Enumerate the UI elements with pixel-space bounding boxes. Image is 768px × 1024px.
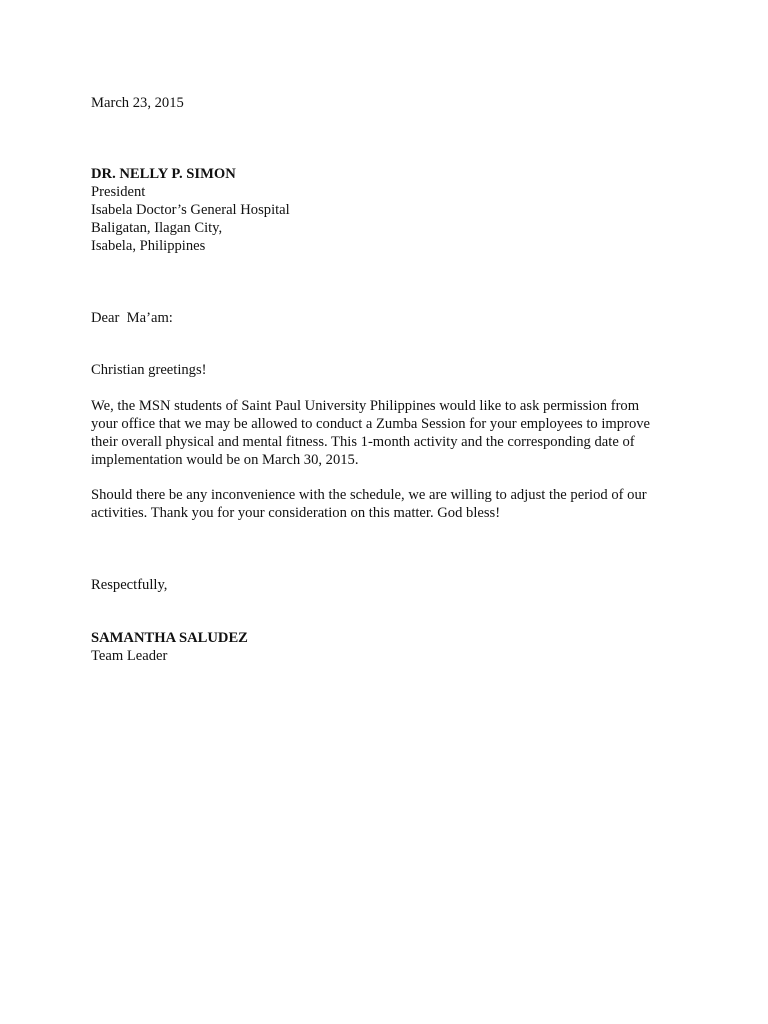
paragraph-2-line: activities. Thank you for your consideration on this matter. God bless!	[91, 505, 501, 521]
letter-date: March 23, 2015	[91, 95, 184, 111]
paragraph-1-line: We, the MSN students of Saint Paul University Philippines would like to ask permission from	[91, 398, 640, 414]
sender-title: Team Leader	[91, 648, 168, 664]
recipient-name: DR. NELLY P. SIMON	[91, 166, 236, 182]
recipient-title: President	[91, 184, 146, 200]
recipient-organization: Isabela Doctor’s General Hospital	[91, 202, 290, 218]
recipient-address-line-1: Baligatan, Ilagan City,	[91, 220, 223, 236]
paragraph-1-line: their overall physical and mental fitness. This 1-month activity and the corresponding date of	[91, 434, 635, 450]
paragraph-2-line: Should there be any inconvenience with the schedule, we are willing to adjust the period of our	[91, 487, 647, 503]
recipient-address-line-2: Isabela, Philippines	[91, 238, 206, 254]
salutation: Dear Ma’am:	[91, 310, 173, 326]
sender-name: SAMANTHA SALUDEZ	[91, 630, 248, 646]
paragraph-1-line: implementation would be on March 30, 2015.	[91, 452, 359, 468]
paragraph-1-line: your office that we may be allowed to conduct a Zumba Session for your employees to improve	[91, 416, 651, 432]
closing: Respectfully,	[91, 577, 168, 593]
greeting: Christian greetings!	[91, 362, 207, 378]
